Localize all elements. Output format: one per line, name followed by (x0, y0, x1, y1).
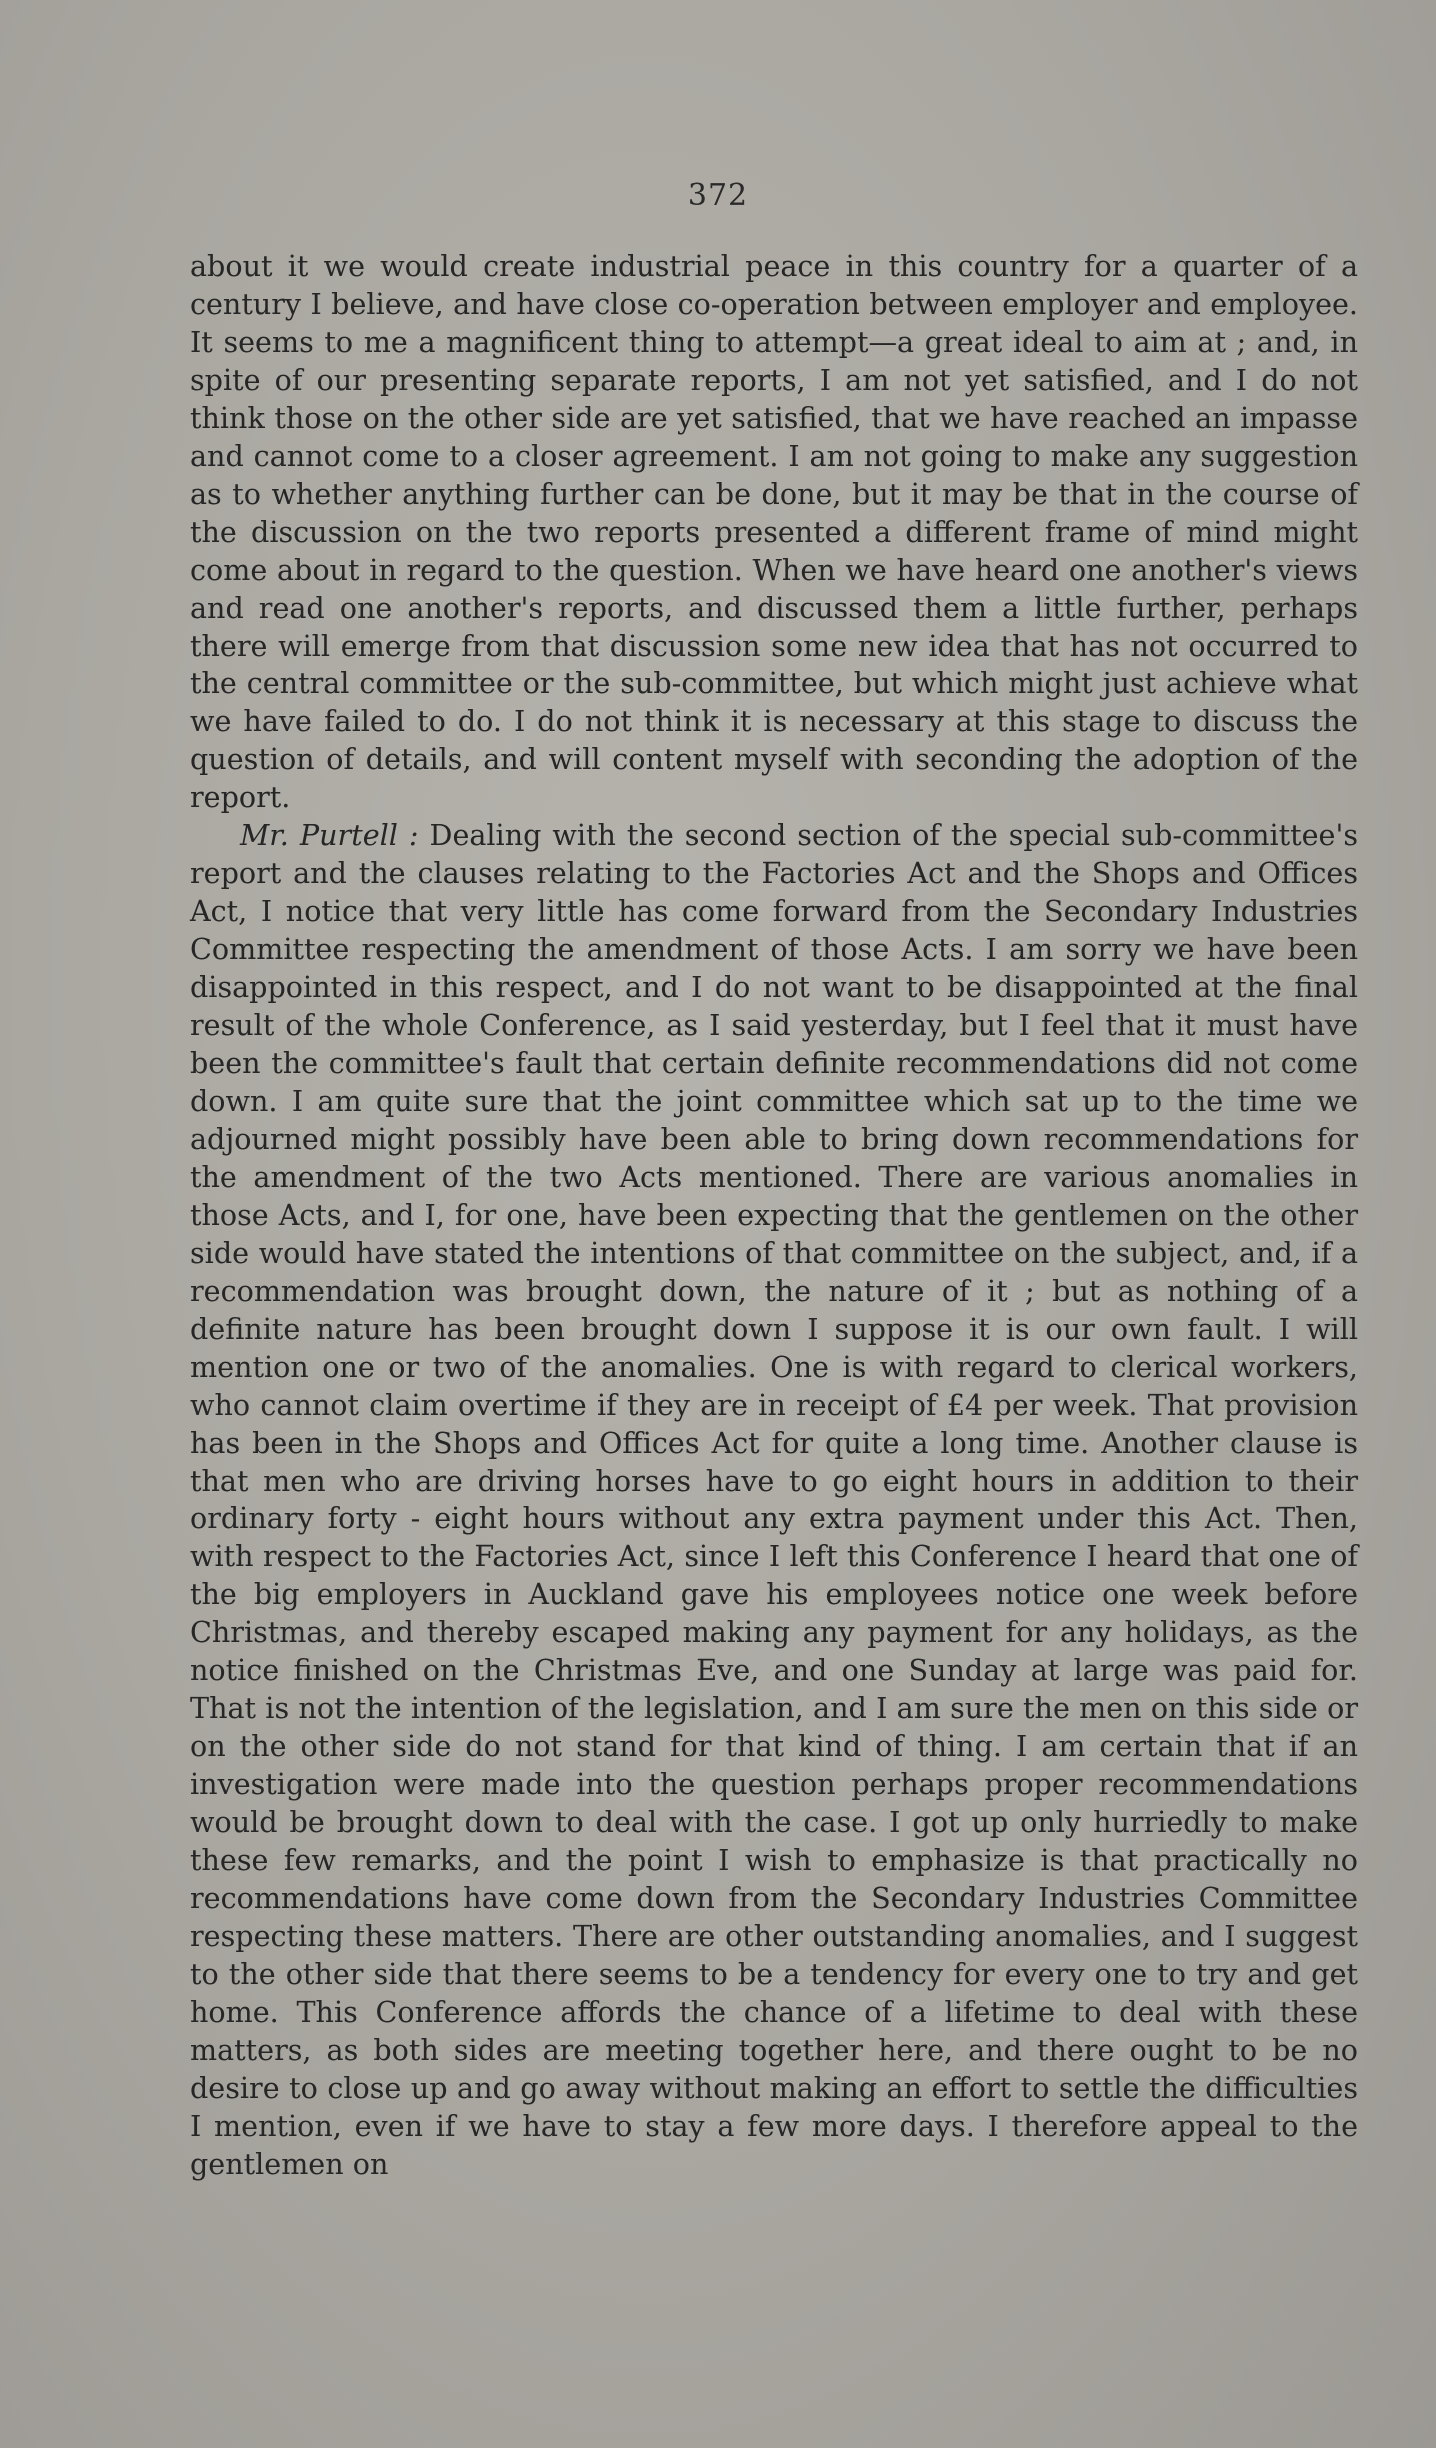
paragraph-continuation (190, 248, 1358, 817)
body-text (190, 248, 1358, 2184)
page-number: 372 (687, 178, 749, 213)
paragraph-text: about it we would create industrial peace in this country for a quarter of a century I believe, and have close co-operation between employer and employee. It seems to me a magnificent thing to attempt—a great ideal to aim at ; and, in spite of our presenting separate reports, I am not yet satisfied, and I do not think those on the other side are yet satisfied, that we have reached an impasse and cannot come to a closer agreement. I am not going to make any suggestion as to whether anything further can be done, but it may be that in the course of the discussion on the two reports presented a different frame of mind might come about in regard to the question. When we have heard one another's views and read one another's reports, and discussed them a little further, perhaps there will emerge from that discussion some new idea that has not occurred to the central committee or the sub-committee, but which might just achieve what we have failed to do. I do not think it is necessary at this stage to discuss the question of details, and will content myself with seconding the adoption of the report. (190, 249, 1358, 815)
speaker-name: Mr. Purtell : (240, 818, 419, 853)
paragraph-text: Dealing with the second section of the special sub-committee's report and the clauses relating to the Factories Act and the Shops and Offices Act, I notice that very little has come forward from the Secondary Industries Committee respecting the amendment of those Acts. I am sorry we have been disappointed in this respect, and I do not want to be disappointed at the final result of the whole Conference, as I said yesterday, but I feel that it must have been the committee's fault that certain definite recommendations did not come down. I am quite sure that the joint committee which sat up to the time we adjourned might possibly have been able to bring down recommendations for the amendment of the two Acts mentioned. There are various anomalies in those Acts, and I, for one, have been expecting that the gentlemen on the other side would have stated the intentions of that committee on the subject, and, if a recommendation was brought down, the nature of it ; but as nothing of a definite nature has been brought down I suppose it is our own fault. I will mention one or two of the anomalies. One is with regard to clerical workers, who cannot claim overtime if they are in receipt of £4 per week. That provision has been in the Shops and Offices Act for quite a long time. Another clause is that men who are driving horses have to go eight hours in addition to their ordinary forty - eight hours without any extra payment under this Act. Then, with respect to the Factories Act, since I left this Conference I heard that one of the big employers in Auckland gave his employees notice one week before Christmas, and thereby escaped making any payment for any holidays, as the notice finished on the Christmas Eve, and one Sunday at large was paid for. That is not the intention of the legislation, and I am sure the men on this side or on the other side do not stand for that kind of thing. I am certain that if an investigation were made into the question perhaps proper recommendations would be brought down to deal with the case. I got up only hurriedly to make these few remarks, and the point I wish to emphasize is that practically no recommendations have come down from the Secondary Industries Committee respecting these matters. There are other outstanding anomalies, and I suggest to the other side that there seems to be a tendency for every one to try and get home. This Conference affords the chance of a lifetime to deal with these matters, as both sides are meeting together here, and there ought to be no desire to close up and go away without making an effort to settle the difficulties I mention, even if we have to stay a few more days. I therefore appeal to the gentlemen on (190, 818, 1358, 2181)
paragraph-purtell (190, 817, 1358, 2183)
